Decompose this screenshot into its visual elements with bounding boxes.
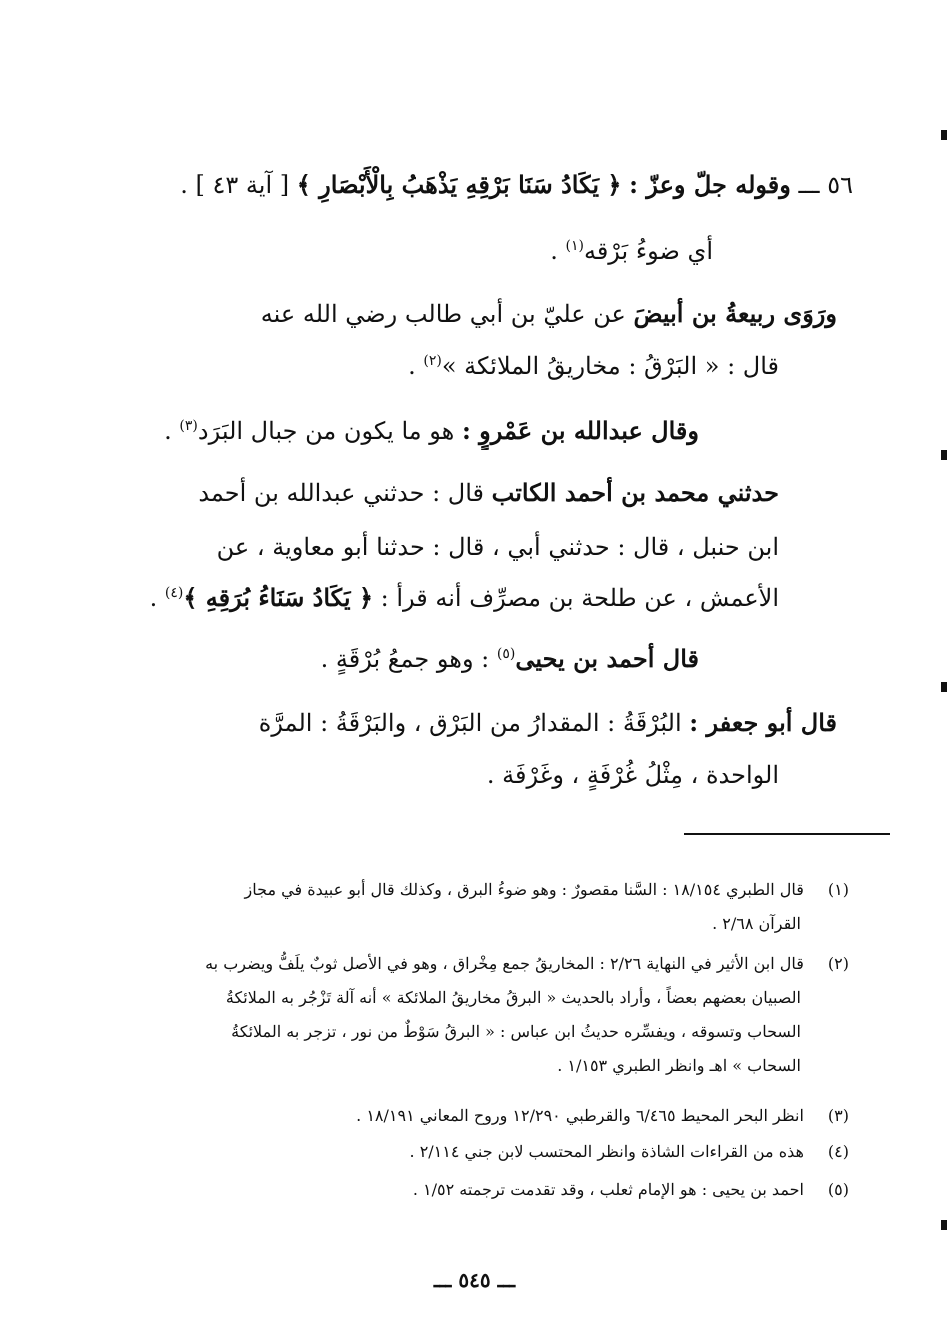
rabia-text: عن عليّ بن أبي طالب رضي الله عنه [260,300,626,328]
rabia-quote: قال : « البَرْقُ : مخاريقُ الملائكة » [441,352,779,380]
hadith-text-1: قال : حدثني عبدالله بن أحمد [198,479,485,507]
footnote-mark-2: (٢) [423,353,442,369]
jafar-text-1: البُرْقَةُ : المقدارُ من البَرْق ، والبَرْقَةُ : المرَّة [258,709,682,737]
footnote-3 [89,1102,849,1130]
footnote-number: (٥) [827,1180,849,1199]
period: . [164,417,172,445]
period: . [550,237,558,265]
narrator-muhammad: حدثني محمد بن أحمد الكاتب [491,478,779,507]
footnote-text: القرآن ٢/٦٨ . [712,914,801,933]
narrator-yahya: قال أحمد بن يحيى [515,644,699,673]
footnote-mark-1: (١) [565,238,584,254]
hadith-line-2 [99,528,779,566]
entry-lead: وقوله جلّ وعزّ : [629,170,791,199]
page-number: ـــ ٥٤٥ ـــ [433,1268,516,1292]
narrator-abu-jafar: قال أبو جعفر : [689,708,837,737]
hadith-text-2: ابن حنبل ، قال : حدثني أبي ، قال : حدثنا أبو معاوية ، عن [216,533,779,561]
scan-edge-mark [941,1220,947,1230]
entry-dash: ـــ [798,171,820,199]
footnote-separator [684,833,890,835]
footnote-2-line-4 [89,1052,801,1080]
entry-gloss: أي ضوءُ بَرْقه [583,237,713,265]
rabia-line-2 [179,347,779,385]
scan-edge-mark [941,682,947,692]
period: . [408,352,416,380]
footnote-number: (٢) [827,954,849,973]
footnote-text: السحاب وتسوقه ، ويفسِّره حديثُ ابن عباس : « البرقُ سَوْطٌ من نور ، تزجر به الملائكةُ [231,1022,801,1041]
entry-line-1 [93,166,853,204]
footnote-1-line-2 [89,910,801,938]
quran-verse: ﴿ يَكَادُ سَنَا بَرْقِهِ يَذْهَبُ بِالْأَبْصَارِ ﴾ [296,170,622,199]
jafar-line-1 [107,704,837,742]
scan-edge-mark [941,450,947,460]
footnote-number: (٤) [827,1142,849,1161]
footnote-5 [89,1176,849,1204]
narrator-abdallah: وقال عبدالله بن عَمْروٍ : [461,416,699,445]
footnote-number: (١) [827,880,849,899]
footnote-number: (٣) [827,1106,849,1125]
footnote-text: السحاب » اهـ وانظر الطبري ١/١٥٣ . [557,1056,801,1075]
entry-number: ٥٦ [827,171,853,199]
jafar-text-2: الواحدة ، مِثْلُ غُرْفَةٍ ، وغَرْفَة . [486,761,779,789]
hadith-line-1 [99,474,779,512]
footnote-1-line-1 [89,876,849,904]
hadith-line-3 [99,579,779,617]
yahya-line [199,640,699,678]
yahya-text: : وهو جمعُ بُرْقَةٍ . [320,645,490,673]
footnote-text: هذه من القراءات الشاذة وانظر المحتسب لابن جني ٢/١١٤ . [409,1142,804,1161]
hadith-text-3: الأعمش ، عن طلحة بن مصرِّف أنه قرأ : [380,584,779,612]
footnote-mark-3: (٣) [179,418,198,434]
footnote-2-line-3 [89,1018,801,1046]
narrator-rabia: ورَوَى ربيعةُ بن أبيضَ [633,299,837,328]
scan-edge-mark [941,130,947,140]
footnote-4 [89,1138,849,1166]
abdallah-line [99,412,699,450]
quran-reading: ﴿ يَكَادُ سَنَاءُ بُرَقِهِ ﴾ [183,583,374,612]
footnote-2-line-1 [89,950,849,978]
entry-line-2 [313,232,713,270]
rabia-line-1 [107,295,837,333]
footnote-text: الصبيان بعضهم بعضاً ، وأراد بالحديث « البرقُ مخاريقُ الملائكة » أنه آلة تَزْجُر به الملائكةُ [225,988,801,1007]
period: . [149,584,158,612]
jafar-line-2 [99,756,779,794]
verse-reference: [ آية ٤٣ ] . [180,171,290,199]
footnote-text: انظر البحر المحيط ٦/٤٦٥ والقرطبي ١٢/٢٩٠ وروح المعاني ١٨/١٩١ . [356,1106,804,1125]
abdallah-text: هو ما يكون من جبال البَرَد [197,417,455,445]
footnote-text: قال ابن الأثير في النهاية ٢/٢٦ : المخاريقُ جمع مِخْراق ، وهو في الأصل ثوبٌ يلَفُّ ويضرب به [205,954,804,973]
footnote-mark-5: (٥) [496,646,516,662]
footnote-2-line-2 [89,984,801,1012]
footnote-mark-4: (٤) [164,585,184,601]
footnote-text: قال الطبري ١٨/١٥٤ : السَّنا مقصورٌ : وهو ضوءُ البرق ، وكذلك قال أبو عبيدة في مجاز [244,880,804,899]
footnote-text: احمد بن يحيى : هو الإمام ثعلب ، وقد تقدمت ترجمته ١/٥٢ . [412,1180,804,1199]
